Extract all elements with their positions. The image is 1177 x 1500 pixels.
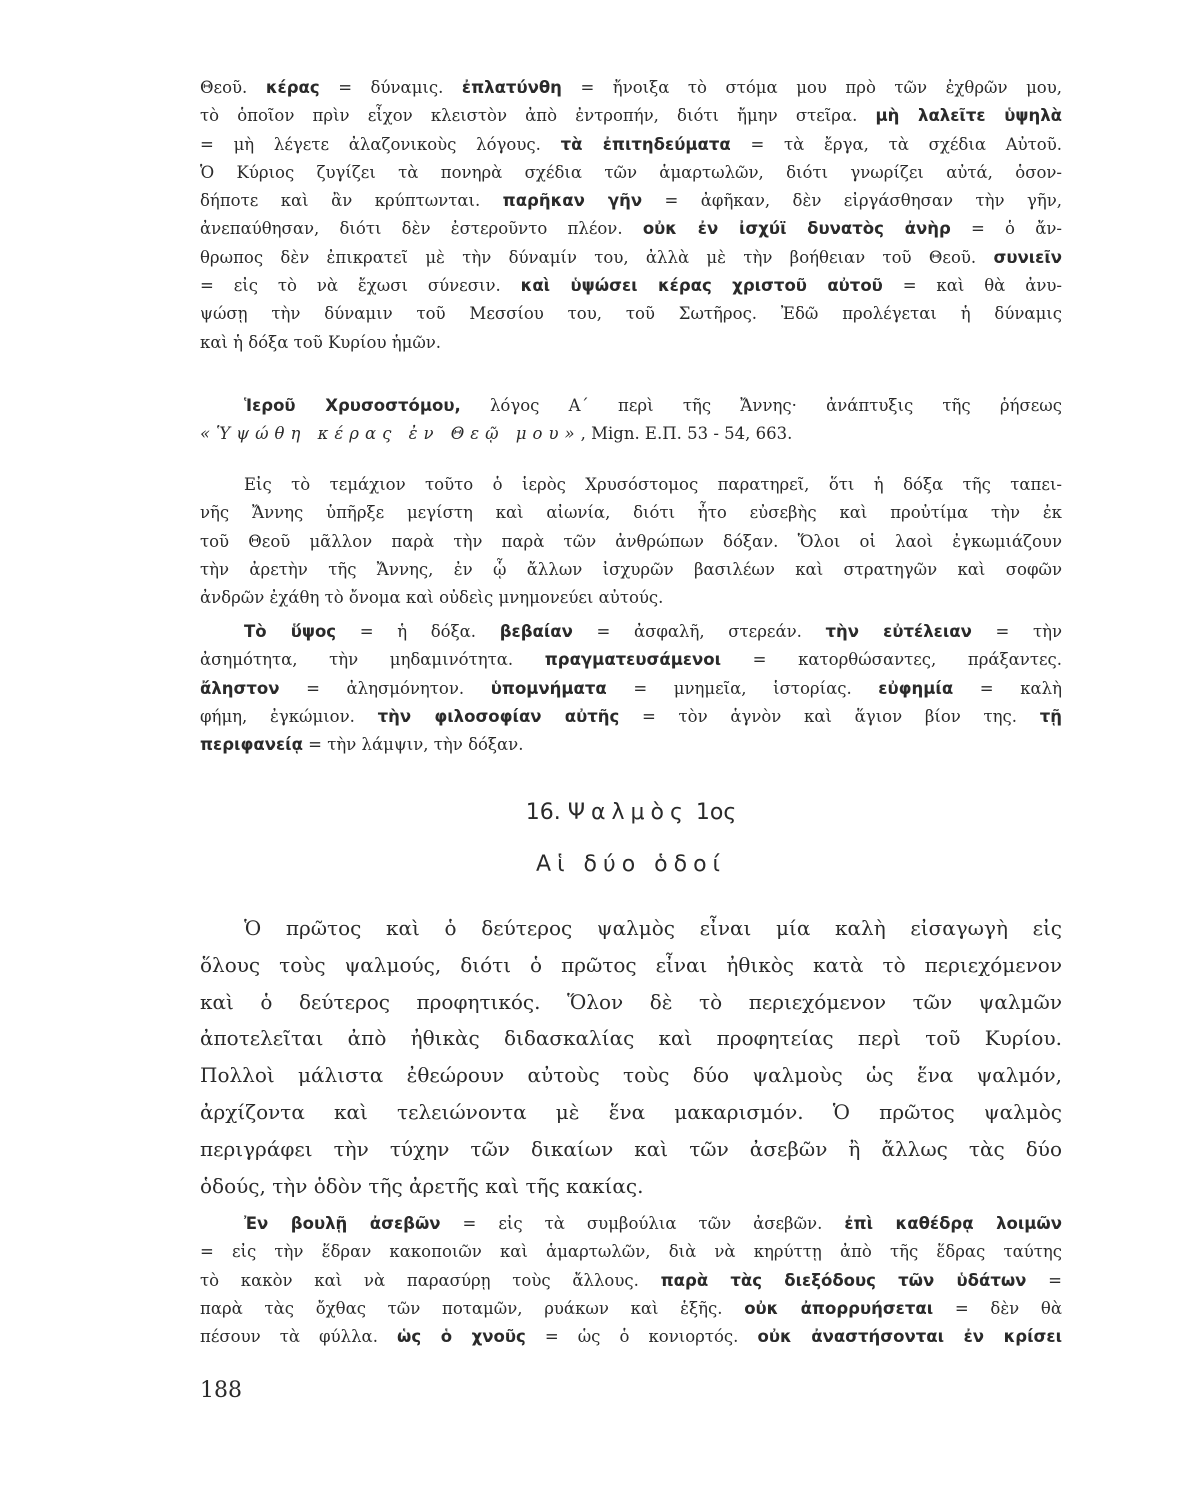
text-line: τοῦ Θεοῦ μᾶλλον παρὰ τὴν παρὰ τῶν ἀνθρώπων δόξαν. Ὅλοι οἱ λαοὶ ἐγκωμιάζουν [200, 531, 1062, 551]
text: = ἀφῆκαν, δὲν εἰργάσθησαν τὴν γῆν, [642, 191, 1062, 211]
text: ἀσημότητα, τὴν μηδαμινότητα. [200, 650, 545, 670]
text-line: ὅλους τοὺς ψαλμούς, διότι ὁ πρῶτος εἶναι ἠθικὸς κατὰ τὸ περιεχόμενον [200, 952, 1062, 977]
text: = εἰς τὰ συμβούλια τῶν ἀσεβῶν. [440, 1214, 845, 1233]
text: = ἤνοιξα τὸ στόμα μου πρὸ τῶν ἐχθρῶν μου, [561, 78, 1063, 97]
text: παρὰ τὰς ὄχθας τῶν ποταμῶν, ρυάκων καὶ ἑξῆς. [200, 1298, 745, 1318]
text: = ἀλησμόνητον. [279, 678, 491, 698]
term: κέρας [265, 78, 320, 97]
text: λόγος Α´ περὶ τῆς Ἄννης· ἀνάπτυξις τῆς ῥήσεως [460, 396, 1062, 415]
text: = τὸν ἁγνὸν καὶ ἅγιον βίον της. [619, 706, 1040, 726]
text-line: ἀρχίζοντα καὶ τελειώνοντα μὲ ἕνα μακαρισμόν. Ὁ πρῶτος ψαλμὸς [200, 1099, 1062, 1124]
text: τὸ ὁποῖον πρὶν εἶχον κλειστὸν ἀπὸ ἐντροπήν, διότι ἤμην στεῖρα. [200, 106, 876, 126]
term: Τὸ ὕψος [244, 622, 337, 641]
text: = ὡς ὁ κονιορτός. [525, 1327, 758, 1347]
text-line [200, 675, 1062, 703]
term: συνιεῖν [993, 247, 1062, 267]
text-line: ἀποτελεῖται ἀπὸ ἠθικὰς διδασκαλίας καὶ προφητείας περὶ τοῦ Κυρίου. [200, 1026, 1062, 1051]
text-line [200, 272, 1062, 300]
text-line: καὶ ἡ δόξα τοῦ Κυρίου ἡμῶν. [200, 332, 442, 352]
text: = δὲν θὰ [933, 1298, 1062, 1318]
text-line: νῆς Ἄννης ὑπῆρξε μεγίστη καὶ αἰωνία, διότι ἦτο εὐσεβὴς καὶ προὐτίμα τὴν ἐκ [200, 503, 1062, 523]
text: θρωπος δὲν ἐπικρατεῖ μὲ τὴν δύναμίν του, ἀλλὰ μὲ τὴν βοήθειαν τοῦ Θεοῦ. [200, 247, 994, 267]
text: = καὶ θὰ ἀνυ- [882, 276, 1062, 296]
text-line [200, 1323, 1062, 1351]
text: φήμη, ἐγκώμιον. [200, 706, 378, 726]
section-subtitle: Αἱ δύο ὁδοί [536, 852, 726, 877]
glossary-paragraph-1 [200, 74, 1062, 357]
text: τὸ κακὸν καὶ νὰ παρασύρῃ τοὺς ἄλλους. [200, 1270, 661, 1290]
term: βεβαίαν [499, 622, 573, 641]
term: ὑπομνήματα [490, 678, 607, 698]
term: ἐπὶ καθέδρᾳ λοιμῶν [844, 1214, 1062, 1233]
term: Ἐν βουλῇ ἀσεβῶν [244, 1214, 441, 1233]
text-line [200, 1295, 1062, 1323]
text: = τὰ ἔργα, τὰ σχέδια Αὐτοῦ. [730, 134, 1063, 154]
term: τὴν φιλοσοφίαν αὐτῆς [377, 706, 620, 726]
text-line: Εἰς τὸ τεμάχιον τοῦτο ὁ ἱερὸς Χρυσόστομος παρατηρεῖ, ὅτι ἡ δόξα τῆς ταπει- [244, 475, 1062, 494]
author: Ἱεροῦ Χρυσοστόμου, [244, 396, 461, 415]
text-line: = εἰς τὴν ἕδραν κακοποιῶν καὶ ἁμαρτωλῶν, διὰ νὰ κηρύττῃ ἀπὸ τῆς ἕδρας ταύτης [200, 1242, 1062, 1262]
text-line: Ὁ πρῶτος καὶ ὁ δεύτερος ψαλμὸς εἶναι μία καλὴ εἰσαγωγὴ εἰς [244, 916, 1062, 940]
section-title: Ψαλμὸς [567, 800, 689, 825]
text: = μνημεῖα, ἱστορίας. [606, 678, 879, 698]
text-line [200, 74, 1062, 102]
text: Θεοῦ. [200, 78, 266, 97]
text: πέσουν τὰ φύλλα. [200, 1327, 398, 1347]
term: τὴν εὐτέλειαν [825, 622, 972, 641]
text: = κατορθώσαντες, πράξαντες. [721, 650, 1062, 670]
citation-paragraph [200, 392, 1062, 449]
term: τῇ [1039, 706, 1063, 726]
term: οὐκ ἀπορρυήσεται [744, 1298, 934, 1318]
term: μὴ λαλεῖτε ὑψηλὰ [875, 106, 1062, 126]
text: = εἰς τὸ νὰ ἔχωσι σύνεσιν. [200, 276, 521, 296]
term: παρὰ τὰς διεξόδους τῶν ὑδάτων [660, 1270, 1027, 1290]
section-heading [200, 800, 1062, 825]
text: = τὴν [971, 622, 1062, 641]
text: = μὴ λέγετε ἀλαζονικοὺς λόγους. [200, 134, 561, 154]
text-line [200, 1267, 1062, 1295]
text: = ἡ δόξα. [336, 622, 500, 641]
term: παρῆκαν γῆν [502, 191, 643, 211]
text-line [200, 102, 1062, 130]
text: = ἀσφαλῆ, στερεάν. [572, 622, 826, 641]
term: οὐκ ἀναστήσονται ἐν κρίσει [757, 1327, 1062, 1347]
body-paragraph [200, 910, 1062, 1204]
term: εὐφημία [878, 678, 954, 698]
text-line [200, 618, 1062, 646]
section-ordinal: 1ος [695, 800, 737, 825]
text: ἀνεπαύθησαν, διότι δὲν ἐστεροῦντο πλέον. [200, 219, 643, 239]
text-line: περιγράφει τὴν τύχην τῶν δικαίων καὶ τῶν ἀσεβῶν ἢ ἄλλως τὰς δύο [200, 1136, 1062, 1161]
text-line [200, 420, 1062, 448]
text: δήποτε καὶ ἂν κρύπτωνται. [200, 191, 503, 211]
text-line [200, 392, 1062, 420]
glossary-paragraph-3 [200, 1210, 1062, 1351]
text-line: ψώσῃ τὴν δύναμιν τοῦ Μεσσίου του, τοῦ Σωτῆρος. Ἐδῶ προλέγεται ἡ δύναμις [200, 304, 1062, 324]
term: καὶ ὑψώσει κέρας χριστοῦ αὐτοῦ [520, 276, 883, 296]
text-line: ὁδούς, τὴν ὁδὸν τῆς ἀρετῆς καὶ τῆς κακίας. [200, 1173, 644, 1198]
text-line [200, 215, 1062, 243]
text-line: Πολλοὶ μάλιστα ἐθεώρουν αὐτοὺς τοὺς δύο ψαλμοὺς ὡς ἕνα ψαλμόν, [200, 1063, 1062, 1088]
text-line [200, 646, 1062, 674]
text-line [200, 731, 1062, 759]
text: , Mign. E.Π. 53 - 54, 663. [580, 424, 793, 444]
page-number: 188 [200, 1378, 242, 1403]
text-line [200, 703, 1062, 731]
term: ὡς ὁ χνοῦς [397, 1327, 526, 1347]
glossary-paragraph-2 [200, 618, 1062, 759]
term: οὐκ ἐν ἰσχύϊ δυνατὸς ἀνὴρ [642, 219, 951, 239]
term: ἐπλατύνθη [461, 78, 562, 97]
text-line: τὴν ἀρετὴν τῆς Ἄννης, ἐν ᾧ ἄλλων ἰσχυρῶν βασιλέων καὶ στρατηγῶν καὶ σοφῶν [200, 559, 1062, 579]
text-line [200, 244, 1062, 272]
text-line [200, 131, 1062, 159]
term: περιφανείᾳ [200, 735, 303, 755]
section-number: 16. [525, 800, 561, 825]
term: τὰ ἐπιτηδεύματα [560, 134, 731, 154]
commentary-paragraph [200, 471, 1062, 612]
text-line [200, 1210, 1062, 1238]
text-line: Ὁ Κύριος ζυγίζει τὰ πονηρὰ σχέδια τῶν ἁμαρτωλῶν, διότι γνωρίζει αὐτά, ὁσον- [200, 162, 1062, 182]
term: πραγματευσάμενοι [544, 650, 722, 670]
text: = δύναμις. [319, 78, 462, 97]
term: ἄληστον [200, 678, 280, 698]
quote-title: «Ὑψώθη κέρας ἐν Θεῷ μου» [200, 424, 581, 444]
text-line: ἀνδρῶν ἐχάθη τὸ ὄνομα καὶ οὐδεὶς μνημονεύει αὐτούς. [200, 588, 664, 608]
text: = καλὴ [953, 678, 1062, 698]
text-line [200, 187, 1062, 215]
text: = τὴν λάμψιν, τὴν δόξαν. [302, 735, 524, 755]
text: = ὁ ἄν- [950, 219, 1062, 239]
text: = [1026, 1270, 1063, 1290]
text-line: καὶ ὁ δεύτερος προφητικός. Ὅλον δὲ τὸ περιεχόμενον τῶν ψαλμῶν [200, 989, 1062, 1014]
